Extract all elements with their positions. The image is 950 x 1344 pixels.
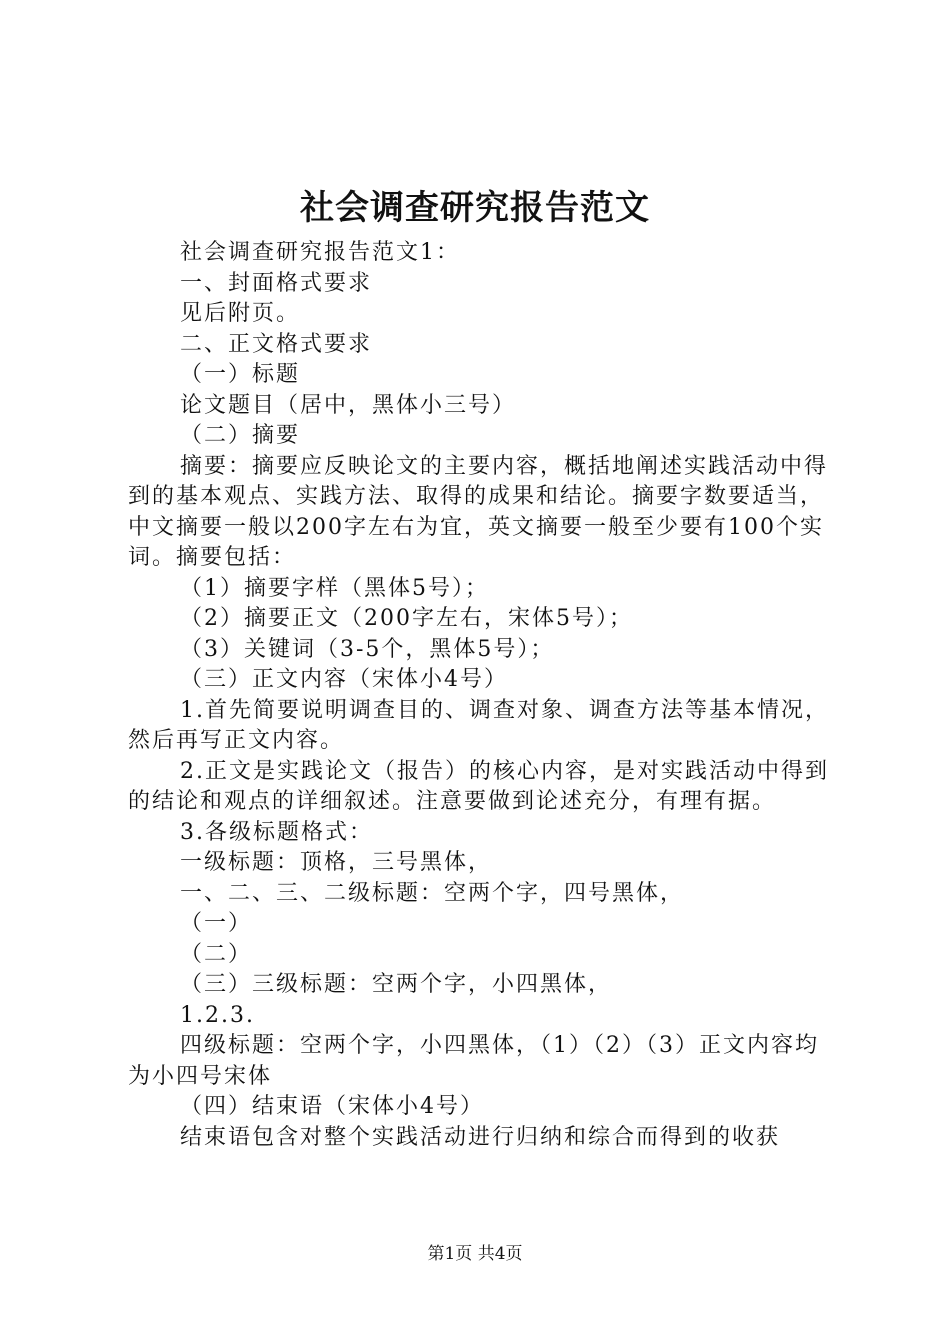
paragraph-17: 一、二、三、二级标题：空两个字，四号黑体， (180, 880, 685, 906)
paragraph-20: （三）三级标题：空两个字，小四黑体， (180, 972, 613, 997)
paragraph-22: 四级标题：空两个字，小四黑体，（1）（2）（3）正文内容均为小四号宋体 (128, 1033, 819, 1089)
paragraph-6: 论文题目（居中，黑体小三号） (180, 392, 517, 418)
paragraph-19: （二） (180, 941, 253, 967)
paragraph-4: 二、正文格式要求 (180, 331, 373, 357)
paragraph-24: 结束语包含对整个实践活动进行归纳和综合而得到的收获 (180, 1124, 781, 1150)
paragraph-8: 摘要：摘要应反映论文的主要内容，概括地阐述实践活动中得到的基本观点、实践方法、取得的成果和结论。摘要字数要适当，中文摘要一般以200字左右为宜，英文摘要一般至少要有100个实词。摘要包括： (128, 453, 829, 570)
paragraph-18: （一） (180, 911, 253, 936)
paragraph-2: 一、封面格式要求 (180, 270, 373, 296)
paragraph-1: 社会调查研究报告范文1： (180, 240, 460, 265)
paragraph-16: 一级标题：顶格，三号黑体， (180, 850, 493, 875)
paragraph-11: （3）关键词（3-5个，黑体5号）； (180, 636, 555, 662)
paragraph-12: （三）正文内容（宋体小4号） (180, 667, 508, 692)
paragraph-5: （一）标题 (180, 362, 301, 387)
page-number-footer: 第1页 共4页 (427, 1244, 523, 1264)
paragraph-3: 见后附页。 (180, 301, 301, 326)
paragraph-15: 3.各级标题格式： (180, 819, 373, 845)
paragraph-21: 1.2.3. (180, 1002, 255, 1028)
paragraph-13: 1.首先简要说明调查目的、调查对象、调查方法等基本情况，然后再写正文内容。 (128, 697, 829, 753)
paragraph-23: （四）结束语（宋体小4号） (180, 1094, 484, 1119)
paragraph-7: （二）摘要 (180, 423, 301, 448)
paragraph-9: （1）摘要字样（黑体5号）； (180, 575, 489, 601)
paragraph-10: （2）摘要正文（200字左右，宋体5号）； (180, 606, 633, 631)
document-body (128, 238, 830, 1153)
paragraph-14: 2.正文是实践论文（报告）的核心内容，是对实践活动中得到的结论和观点的详细叙述。注意要做到论述充分，有理有据。 (128, 758, 829, 814)
document-title: 社会调查研究报告范文 (300, 188, 650, 228)
